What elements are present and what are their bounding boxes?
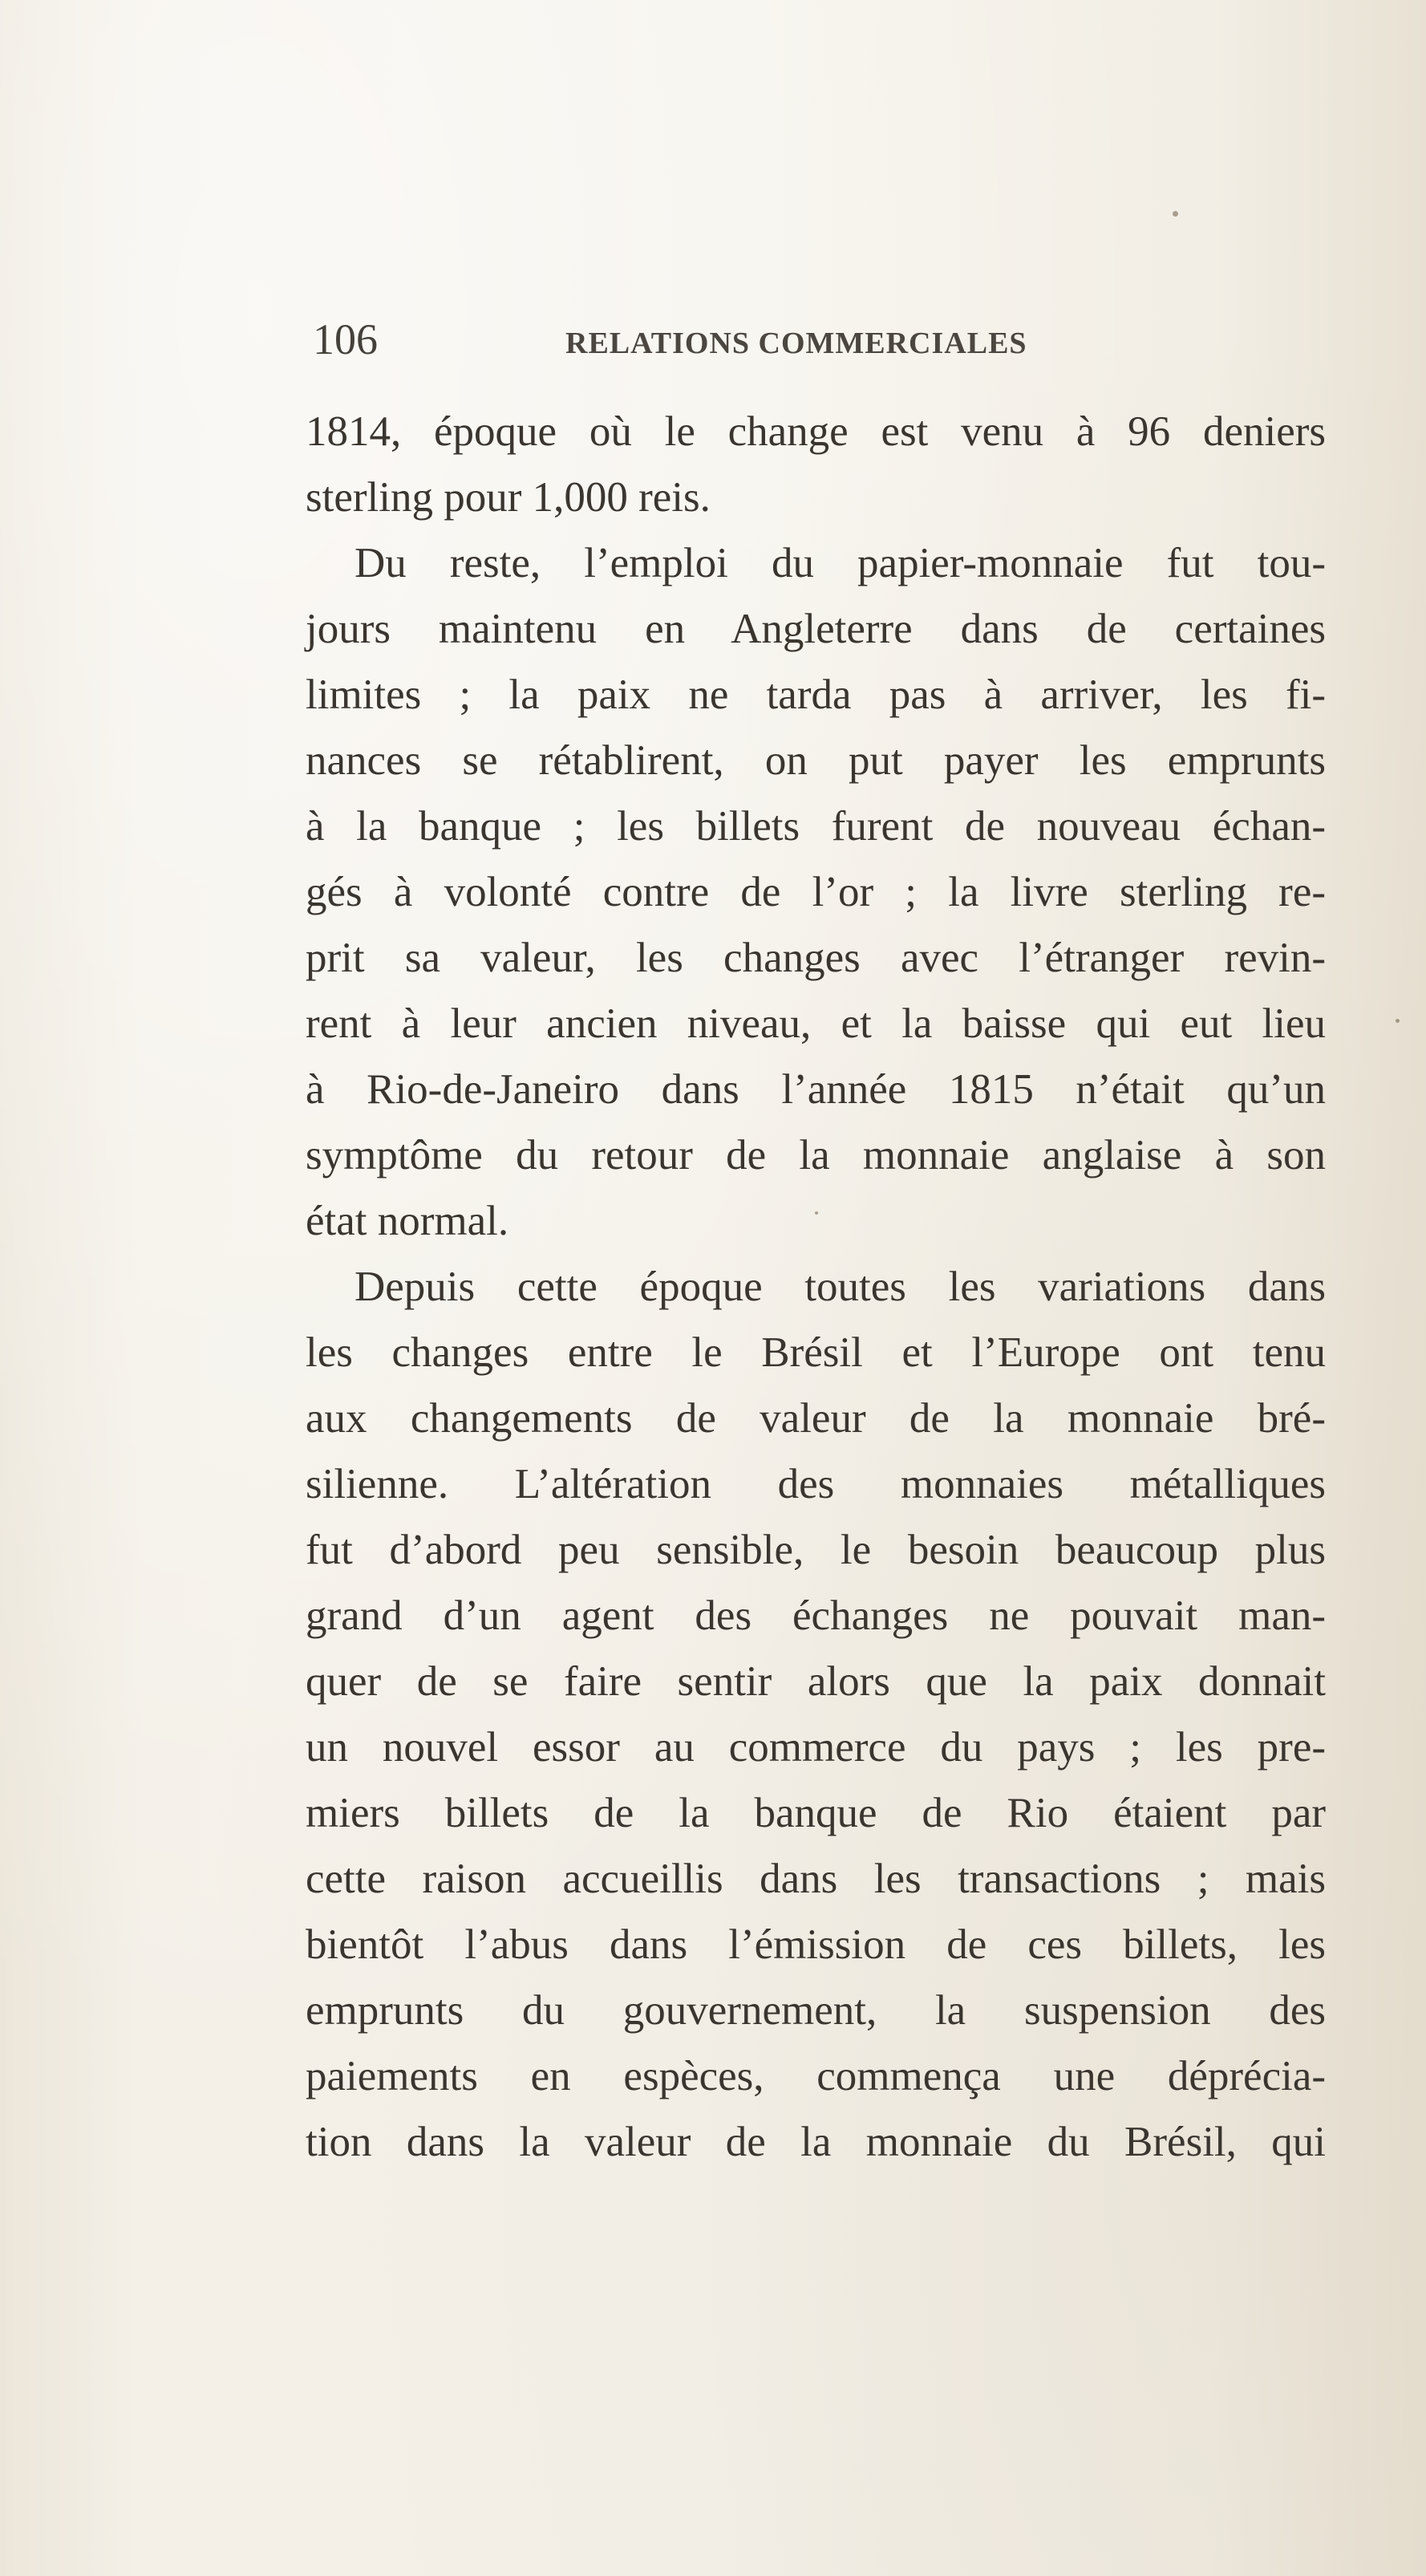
text-line: tion dans la valeur de la monnaie du Brésil, qui bbox=[306, 2119, 1326, 2165]
text-line: fut d’abord peu sensible, le besoin beaucoup plus bbox=[306, 1527, 1326, 1573]
text-line: un nouvel essor au commerce du pays ; les pre- bbox=[306, 1724, 1326, 1771]
paper-speck bbox=[1173, 211, 1178, 217]
text-line: gés à volonté contre de l’or ; la livre sterling re- bbox=[306, 869, 1326, 915]
text-line: silienne. L’altération des monnaies métalliques bbox=[306, 1461, 1326, 1507]
text-line: sterling pour 1,000 reis. bbox=[306, 474, 711, 521]
page-number: 106 bbox=[313, 315, 378, 363]
paper-speck bbox=[1396, 1019, 1400, 1023]
text-line: les changes entre le Brésil et l’Europe ont tenu bbox=[306, 1329, 1326, 1376]
running-title: RELATIONS COMMERCIALES bbox=[565, 327, 1027, 360]
text-line: miers billets de la banque de Rio étaient par bbox=[306, 1790, 1326, 1836]
text-line: rent à leur ancien niveau, et la baisse qui eut lieu bbox=[306, 1000, 1326, 1047]
text-line: Depuis cette époque toutes les variations dans bbox=[354, 1264, 1326, 1310]
text-line: grand d’un agent des échanges ne pouvait man- bbox=[306, 1592, 1326, 1639]
text-line: aux changements de valeur de la monnaie bré- bbox=[306, 1395, 1326, 1442]
text-line: nances se rétablirent, on put payer les emprunts bbox=[306, 737, 1326, 784]
text-line: bientôt l’abus dans l’émission de ces billets, les bbox=[306, 1921, 1326, 1968]
text-line: quer de se faire sentir alors que la paix donnait bbox=[306, 1658, 1326, 1705]
text-line: limites ; la paix ne tarda pas à arriver, les fi- bbox=[306, 671, 1326, 718]
body-text bbox=[306, 399, 1326, 2175]
text-line: symptôme du retour de la monnaie anglaise à son bbox=[306, 1132, 1326, 1178]
text-line: Du reste, l’emploi du papier-monnaie fut tou- bbox=[354, 540, 1326, 586]
text-line: à Rio-de-Janeiro dans l’année 1815 n’était qu’un bbox=[306, 1066, 1326, 1113]
text-line: cette raison accueillis dans les transactions ; mais bbox=[306, 1856, 1326, 1902]
text-line: état normal. bbox=[306, 1198, 509, 1244]
page-header bbox=[313, 311, 1079, 367]
text-line: prit sa valeur, les changes avec l’étranger revin- bbox=[306, 935, 1326, 981]
text-line: 1814, époque où le change est venu à 96 deniers bbox=[306, 408, 1326, 455]
text-line: emprunts du gouvernement, la suspension des bbox=[306, 1987, 1326, 2034]
text-line: à la banque ; les billets furent de nouveau échan- bbox=[306, 803, 1326, 850]
text-line: paiements en espèces, commença une déprécia- bbox=[306, 2053, 1326, 2099]
text-line: jours maintenu en Angleterre dans de certaines bbox=[306, 606, 1326, 652]
